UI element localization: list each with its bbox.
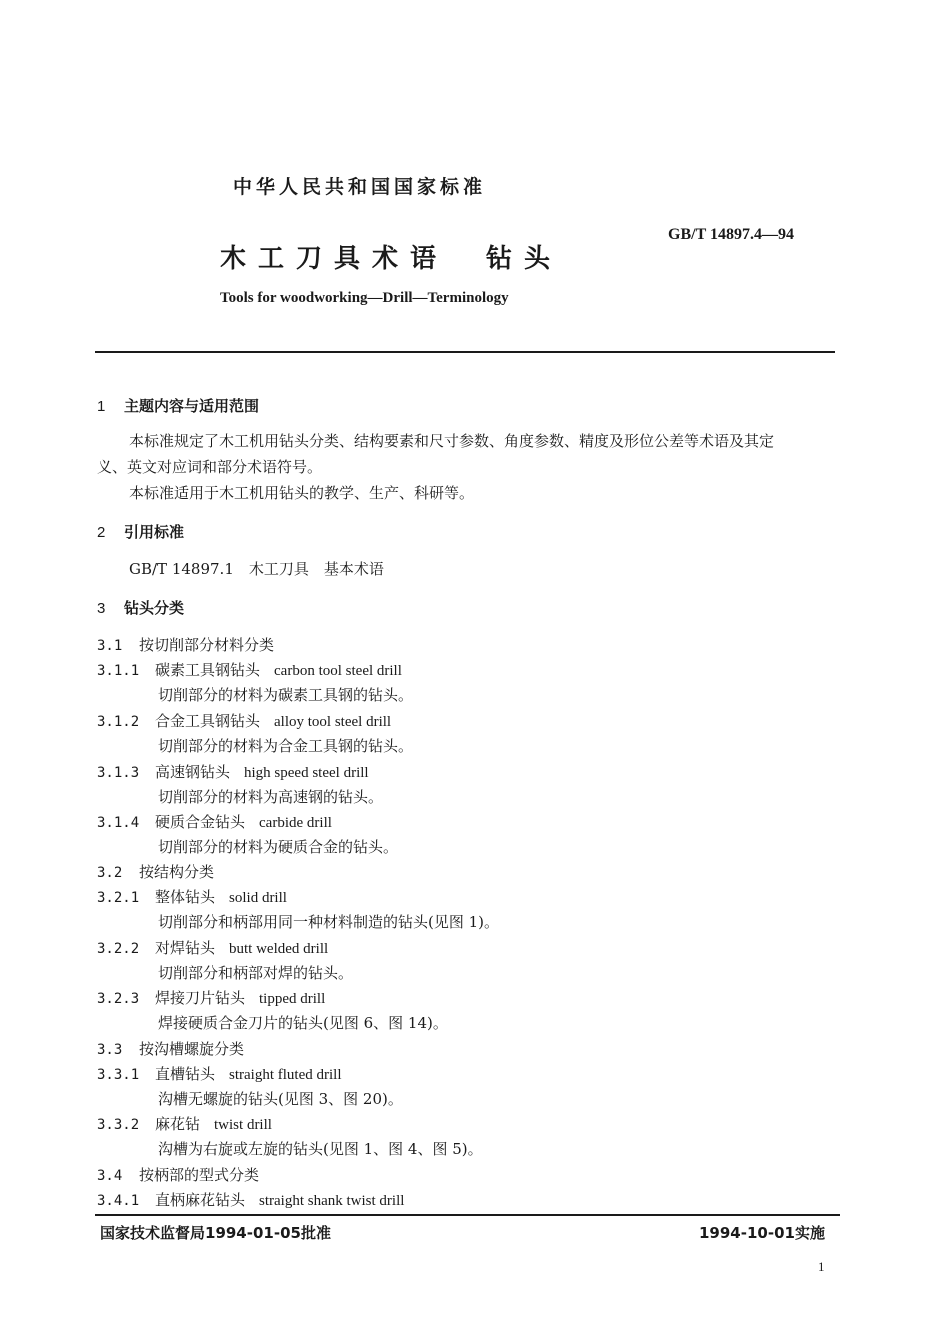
clause-3-3 <box>97 1038 244 1059</box>
term-en: tipped drill <box>259 991 326 1007</box>
section-title: 钻头分类 <box>124 599 185 617</box>
standard-number-text: GB/T 14897.4—94 <box>668 226 794 243</box>
term-3-3-1 <box>97 1063 342 1084</box>
document-title-cn: 木工刀具术语 钻头 <box>220 244 563 274</box>
term-cn: 直槽钻头 <box>155 1065 216 1083</box>
term-definition: 切削部分的材料为合金工具钢的钻头。 <box>158 737 414 755</box>
term-definition: 沟槽无螺旋的钻头(见图 3、图 20)。 <box>158 1090 403 1108</box>
reference-standard: GB/T 14897.1 木工刀具 基本术语 <box>129 560 384 578</box>
clause-title: 按沟槽螺旋分类 <box>139 1040 245 1058</box>
footer-rule <box>95 1214 840 1216</box>
term-en: carbon tool steel drill <box>274 663 402 679</box>
term-en: butt welded drill <box>229 941 329 957</box>
term-3-1-4 <box>97 811 332 832</box>
clause-number: 3.2 <box>97 865 123 881</box>
section-number: 3 <box>97 600 106 617</box>
term-number: 3.1.2 <box>97 714 140 730</box>
term-en: straight shank twist drill <box>259 1193 405 1209</box>
term-definition: 切削部分的材料为高速钢的钻头。 <box>158 788 384 806</box>
term-cn: 焊接刀片钻头 <box>155 989 246 1007</box>
term-definition: 切削部分和柄部用同一种材料制造的钻头(见图 1)。 <box>158 913 500 931</box>
clause-3-4 <box>97 1164 259 1185</box>
clause-3-1 <box>97 634 274 655</box>
term-3-1-2 <box>97 710 391 731</box>
term-number: 3.3.1 <box>97 1067 140 1083</box>
scope-paragraph-line-2: 义、英文对应词和部分术语符号。 <box>97 458 323 476</box>
term-definition: 切削部分的材料为硬质合金的钻头。 <box>158 838 399 856</box>
term-en: twist drill <box>214 1117 272 1133</box>
term-cn: 直柄麻花钻头 <box>155 1191 246 1209</box>
clause-title: 按切削部分材料分类 <box>139 636 275 654</box>
clause-number: 3.1 <box>97 638 123 654</box>
term-definition: 沟槽为右旋或左旋的钻头(见图 1、图 4、图 5)。 <box>158 1140 483 1158</box>
scope-paragraph-2: 本标准适用于木工机用钻头的教学、生产、科研等。 <box>129 484 475 502</box>
scope-paragraph-line-1: 本标准规定了木工机用钻头分类、结构要素和尺寸参数、角度参数、精度及形位公差等术语及其定 <box>129 432 775 450</box>
term-number: 3.1.4 <box>97 815 140 831</box>
term-en: high speed steel drill <box>244 765 369 781</box>
term-3-4-1 <box>97 1189 404 1210</box>
section-title: 引用标准 <box>124 523 185 541</box>
term-cn: 碳素工具钢钻头 <box>155 661 261 679</box>
clause-number: 3.4 <box>97 1168 123 1184</box>
standard-number <box>668 224 794 244</box>
term-definition: 切削部分的材料为碳素工具钢的钻头。 <box>158 686 414 704</box>
term-en: carbide drill <box>259 815 332 831</box>
term-3-3-2 <box>97 1113 272 1134</box>
clause-title: 按柄部的型式分类 <box>139 1166 260 1184</box>
term-3-1-1 <box>97 659 402 680</box>
term-number: 3.1.1 <box>97 663 140 679</box>
term-cn: 整体钻头 <box>155 888 216 906</box>
page-number: 1 <box>818 1259 825 1274</box>
term-3-2-2 <box>97 937 328 958</box>
approval-note: 国家技术监督局1994-01-05批准 <box>100 1224 331 1242</box>
section-number: 1 <box>97 398 106 415</box>
header-rule <box>95 351 835 353</box>
country-standard-heading: 中华人民共和国国家标准 <box>233 176 487 198</box>
term-cn: 对焊钻头 <box>155 939 216 957</box>
clause-number: 3.3 <box>97 1042 123 1058</box>
term-en: alloy tool steel drill <box>274 714 392 730</box>
term-cn: 硬质合金钻头 <box>155 813 246 831</box>
term-number: 3.1.3 <box>97 765 140 781</box>
section-number: 2 <box>97 524 106 541</box>
term-3-1-3 <box>97 761 369 782</box>
section-2-heading <box>97 521 184 542</box>
term-en: solid drill <box>229 890 287 906</box>
term-number: 3.2.3 <box>97 991 140 1007</box>
section-3-heading <box>97 597 184 618</box>
term-number: 3.2.1 <box>97 890 140 906</box>
term-cn: 合金工具钢钻头 <box>155 712 261 730</box>
document-title-en: Tools for woodworking—Drill—Terminology <box>220 290 509 306</box>
term-definition: 焊接硬质合金刀片的钻头(见图 6、图 14)。 <box>158 1014 448 1032</box>
term-cn: 高速钢钻头 <box>155 763 231 781</box>
implementation-date: 1994-10-01实施 <box>699 1224 825 1242</box>
section-title: 主题内容与适用范围 <box>124 397 260 415</box>
clause-title: 按结构分类 <box>139 863 215 881</box>
term-number: 3.2.2 <box>97 941 140 957</box>
term-definition: 切削部分和柄部对焊的钻头。 <box>158 964 354 982</box>
term-number: 3.3.2 <box>97 1117 140 1133</box>
term-3-2-1 <box>97 886 287 907</box>
clause-3-2 <box>97 861 214 882</box>
term-number: 3.4.1 <box>97 1193 140 1209</box>
term-3-2-3 <box>97 987 325 1008</box>
section-1-heading <box>97 395 259 416</box>
term-cn: 麻花钻 <box>155 1115 201 1133</box>
term-en: straight fluted drill <box>229 1067 342 1083</box>
